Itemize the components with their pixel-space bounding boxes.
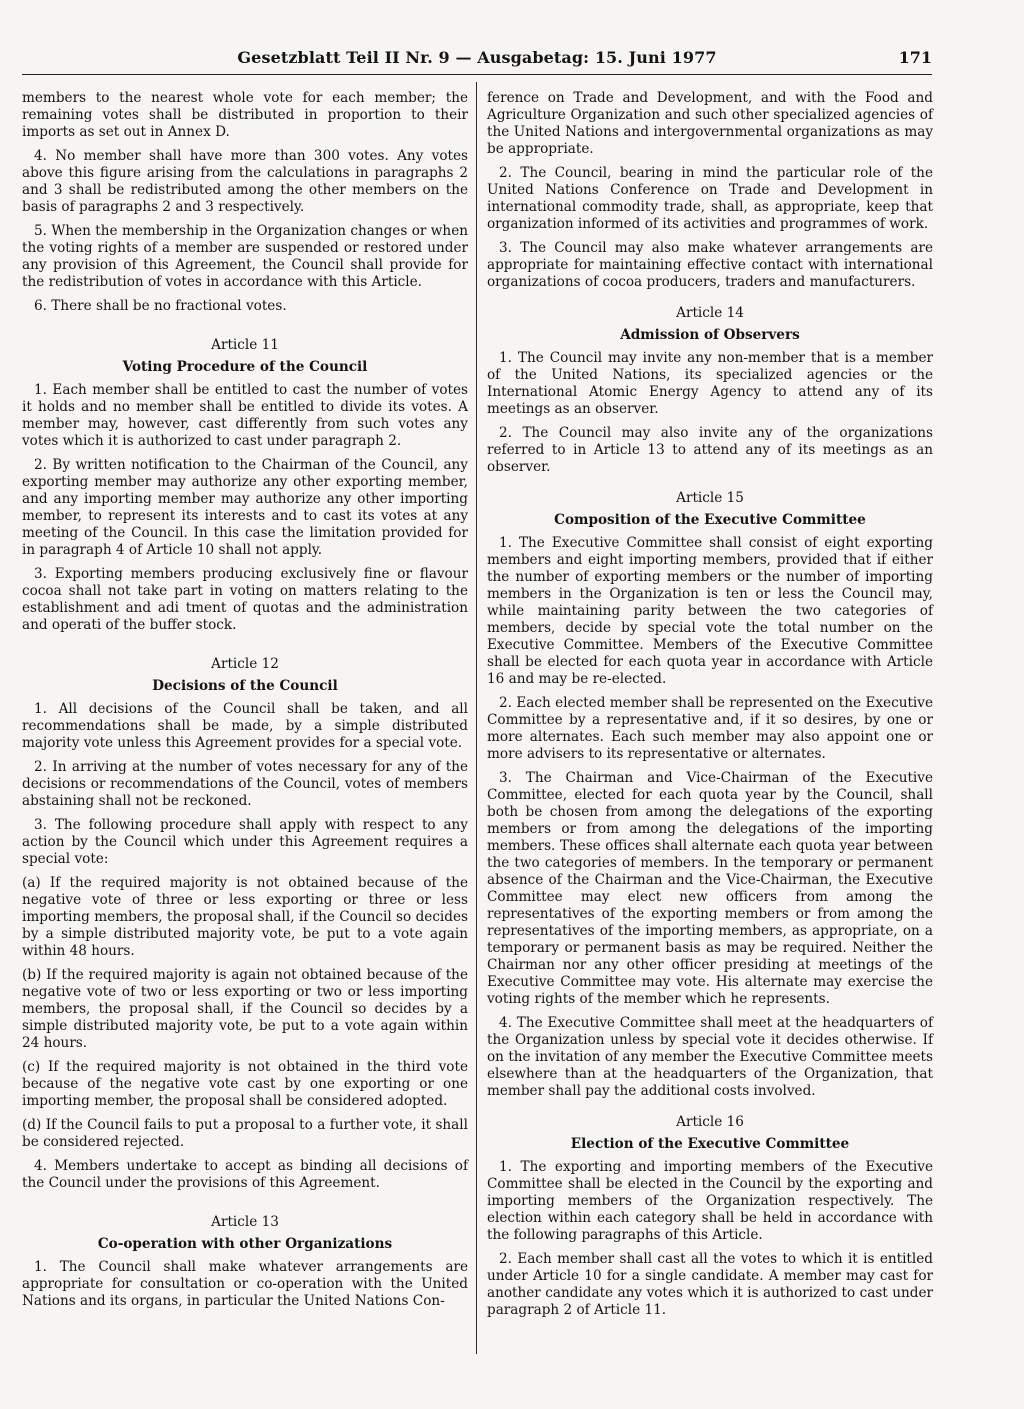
article-number: Article 15 [676,490,744,506]
paragraph: (a) If the required majority is not obtained because of the negative vote of three or less exporting or three or less importing members, the proposal shall, if the Council so decides by a simple distributed majority vote, be put to a vote again within 48 hours. [22,875,468,959]
paragraph: 4. Members undertake to accept as binding all decisions of the Council under the provisions of this Agreement. [22,1158,468,1191]
header-title: Gesetzblatt Teil II Nr. 9 — Ausgabetag: 15. Juni 1977 [237,48,717,67]
paragraph: (d) If the Council fails to put a proposal to a further vote, it shall be considered rejected. [22,1117,468,1150]
paragraph: 3. The Council may also make whatever arrangements are appropriate for maintaining effective contact with international organizations of cocoa producers, traders and manufacturers. [487,240,933,290]
paragraph: 1. The Council may invite any non-member that is a member of the United Nations, its specialized agencies or the International Atomic Energy Agency to attend any of its meetings as an observer. [487,350,933,417]
paragraph: 3. The Chairman and Vice-Chairman of the Executive Committee, elected for each quota year by the Council, shall both be chosen from among the delegations of the exporting members or from among the delegations of the importing members. These offices shall alternate each quota year between the two categories of members. In the temporary or permanent absence of the Chairman and the Vice-Chairman, the Executive Committee may elect new officers from among the representatives of the exporting members or from among the representatives of the importing members, as appropriate, on a temporary or permanent basis as may be required. Neither the Chairman nor any other officer presiding at meetings of the Executive Committee may vote. His alternate may exercise the voting rights of the member which he represents. [487,770,933,1007]
paragraph: 2. The Council, bearing in mind the particular role of the United Nations Conference on Trade and Development in international commodity trade, shall, as appropriate, keep that organization informed of its activities and programmes of work. [487,165,933,232]
paragraph: 2. In arriving at the number of votes necessary for any of the decisions or recommendations of the Council, votes of members abstaining shall not be reckoned. [22,759,468,809]
column-divider [476,82,477,1354]
paragraph: members to the nearest whole vote for each member; the remaining votes shall be distributed in proportion to their imports as set out in Annex D. [22,90,468,140]
article-title: Election of the Executive Committee [570,1136,850,1152]
article-number: Article 13 [211,1214,279,1230]
page-header [22,46,932,72]
paragraph: 4. No member shall have more than 300 votes. Any votes above this figure arising from the calculations in paragraphs 2 and 3 shall be redistributed among the other members on the basis of paragraphs 2 and 3 respectively. [22,148,468,215]
article-number: Article 14 [676,305,744,321]
article-number: Article 16 [676,1114,744,1130]
article-title: Decisions of the Council [152,678,338,694]
paragraph: 1. All decisions of the Council shall be taken, and all recommendations shall be made, by a simple distributed majority vote unless this Agreement provides for a special vote. [22,701,468,751]
article-title: Co-operation with other Organizations [97,1236,393,1252]
paragraph: 2. Each elected member shall be represented on the Executive Committee by a representative and, if it so desires, by one or more alternates. Each such member may also appoint one or more advisers to its representative or alternates. [487,695,933,762]
paragraph: 2. The Council may also invite any of the organizations referred to in Article 13 to attend any of its meetings as an observer. [487,425,933,475]
paragraph: 3. Exporting members producing exclusively fine or flavour cocoa shall not take part in voting on matters relating to the establishment and adi tment of quotas and the administration and operati of the buffer stock. [22,566,468,633]
paragraph: 2. Each member shall cast all the votes to which it is entitled under Article 10 for a single candidate. A member may cast for another candidate any votes which it is authorized to cast under paragraph 2 of Article 11. [487,1251,933,1318]
article-number: Article 11 [211,337,279,353]
paragraph: ference on Trade and Development, and with the Food and Agriculture Organization and such other specialized agencies of the United Nations and intergovernmental organizations as may be appropriate. [487,90,933,157]
article-title: Admission of Observers [620,327,800,343]
article-title: Composition of the Executive Committee [554,512,866,528]
left-column [22,90,468,1317]
article-number: Article 12 [211,656,279,672]
paragraph: 3. The following procedure shall apply with respect to any action by the Council which under this Agreement requires a special vote: [22,817,468,867]
paragraph: 2. By written notification to the Chairman of the Council, any exporting member may authorize any other exporting member, and any importing member may authorize any other importing member, to represent its interests and to cast its votes at any meeting of the Council. In this case the limitation provided for in paragraph 4 of Article 10 shall not apply. [22,457,468,558]
paragraph: 1. The exporting and importing members of the Executive Committee shall be elected in the Council by the exporting and importing members of the Organization respectively. The election within each category shall be held in accordance with the following paragraphs of this Article. [487,1159,933,1243]
paragraph: 6. There shall be no fractional votes. [34,298,287,314]
paragraph: (b) If the required majority is again not obtained because of the negative vote of two or less exporting or two or less importing members, the proposal shall, if the Council so decides by a simple distributed majority vote, be put to a vote again within 24 hours. [22,967,468,1051]
paragraph: 1. The Council shall make whatever arrangements are appropriate for consultation or co-operation with the United Nations and its organs, in particular the United Nations Con- [22,1259,468,1309]
paragraph: 4. The Executive Committee shall meet at the headquarters of the Organization unless by special vote it decides otherwise. If on the invitation of any member the Executive Committee meets elsewhere than at the headquarters of the Organization, that member shall pay the additional costs involved. [487,1015,933,1099]
article-title: Voting Procedure of the Council [122,359,368,375]
paragraph: 1. Each member shall be entitled to cast the number of votes it holds and no member shall be entitled to divide its votes. A member may, however, cast differently from such votes any votes which it is authorized to cast under paragraph 2. [22,382,468,449]
right-column [487,90,933,1326]
paragraph: 5. When the membership in the Organization changes or when the voting rights of a member are suspended or restored under any provision of this Agreement, the Council shall provide for the redistribution of votes in accordance with this Article. [22,223,468,290]
paragraph: (c) If the required majority is not obtained in the third vote because of the negative vote cast by one exporting or one importing member, the proposal shall be considered adopted. [22,1059,468,1109]
header-rule [22,74,932,75]
page-number: 171 [898,48,932,67]
paragraph: 1. The Executive Committee shall consist of eight exporting members and eight importing members, provided that if either the number of exporting members or the number of importing members in the Organization is ten or less the Council may, while maintaining parity between the two categories of members, decide by special vote the total number on the Executive Committee. Members of the Executive Committee shall be elected for each quota year in accordance with Article 16 and may be re-elected. [487,535,933,687]
